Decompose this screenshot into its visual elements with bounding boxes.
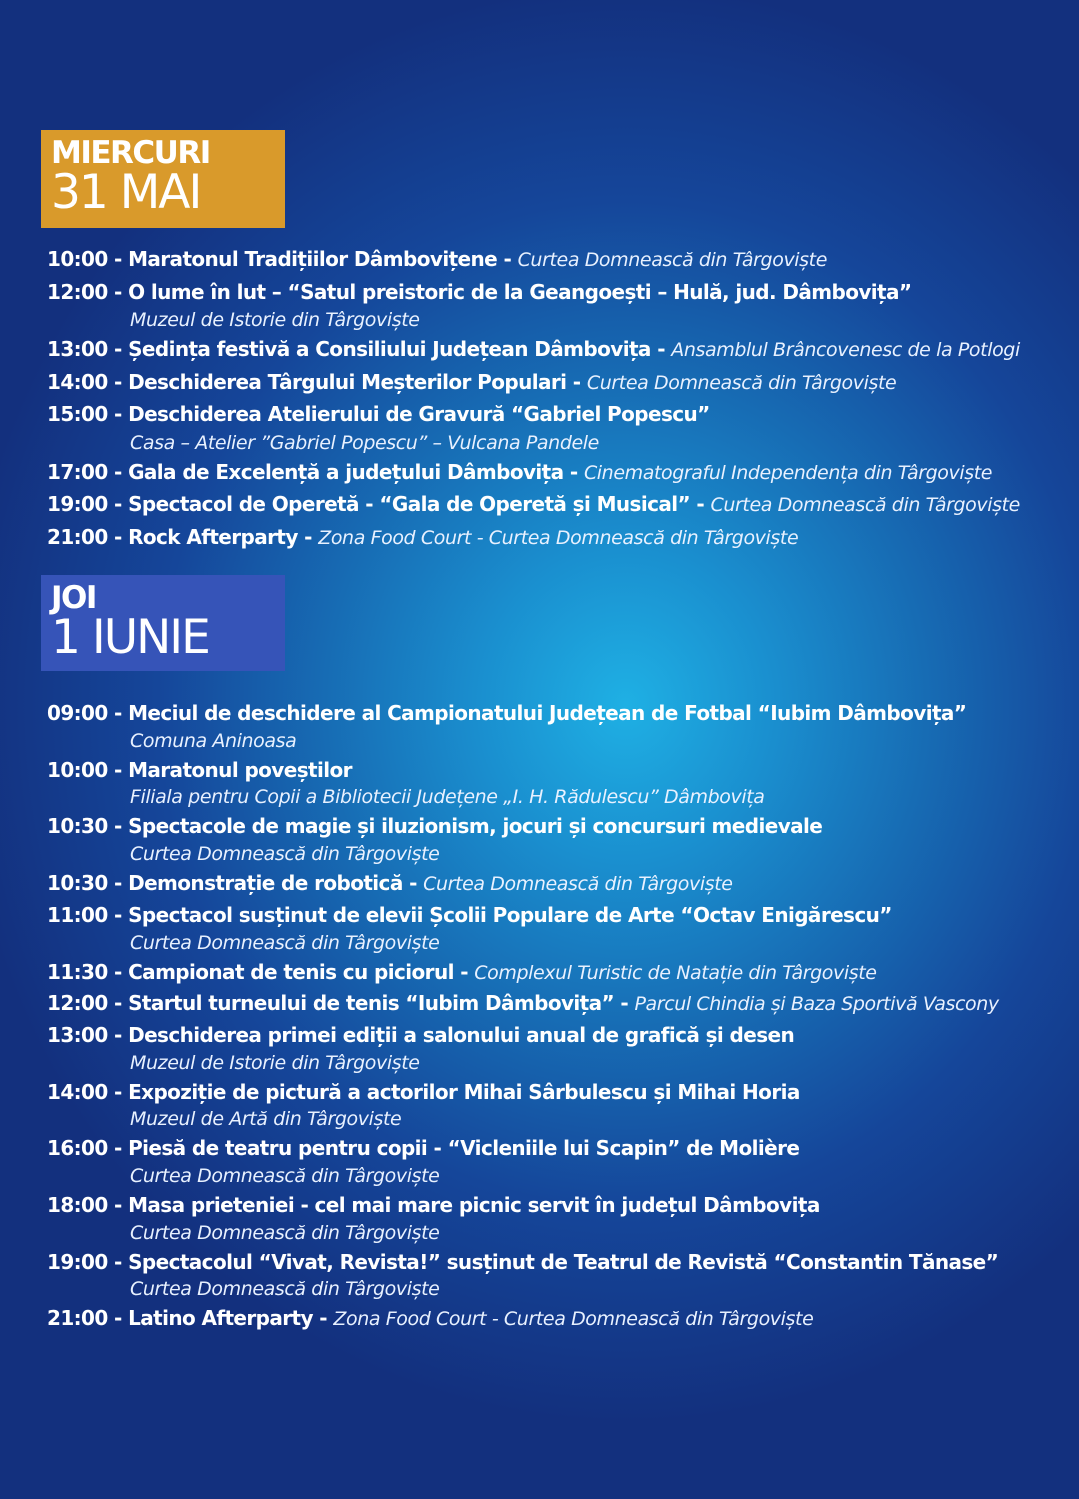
day-date: 31 MAI — [51, 165, 201, 220]
event-location: Ansamblul Brâncovenesc de la Potlogi — [671, 339, 1020, 361]
day-date: 1 IUNIE — [51, 610, 209, 665]
day-badge-joi — [41, 575, 285, 671]
event-item — [47, 457, 1069, 490]
event-item — [47, 957, 1069, 989]
event-location: Muzeul de Istorie din Târgoviște — [130, 309, 420, 331]
event-location: Complexul Turistic de Natație din Târgoviște — [474, 961, 877, 984]
event-location: Curtea Domnească din Târgoviște — [130, 931, 440, 954]
event-item — [47, 988, 1069, 1020]
day-badge-miercuri — [41, 130, 285, 228]
event-title: 10:00 - Maratonul Tradițiilor Dâmbovițene - — [47, 247, 518, 271]
event-item — [47, 399, 1069, 457]
day-name: JOI — [51, 580, 96, 616]
event-location: Filiala pentru Copii a Bibliotecii Județene „I. H. Rădulescu” Dâmbovița — [130, 786, 765, 809]
event-item — [47, 868, 1069, 900]
event-location: Muzeul de Artă din Târgoviște — [130, 1108, 402, 1131]
event-item — [47, 1190, 1069, 1247]
event-title: 16:00 - Piesă de teatru pentru copii - “Vicleniile lui Scapin” de Molière — [47, 1136, 800, 1161]
event-title: 14:00 - Deschiderea Târgului Meșterilor Populari - — [47, 369, 587, 394]
event-location: Zona Food Court - Curtea Domnească din Târgoviște — [333, 1308, 814, 1331]
schedule-day2 — [47, 698, 1069, 1335]
event-location: Curtea Domnească din Târgoviște — [130, 843, 440, 866]
event-title: 10:00 - Maratonul poveștilor — [47, 757, 352, 782]
event-title: 14:00 - Expoziție de pictură a actorilor Mihai Sârbulescu și Mihai Horia — [47, 1079, 800, 1104]
event-item — [47, 244, 1069, 277]
day-name: MIERCURI — [51, 135, 210, 171]
event-item — [47, 811, 1069, 868]
event-title: 18:00 - Masa prieteniei - cel mai mare picnic servit în județul Dâmbovița — [47, 1193, 820, 1218]
event-title: 21:00 - Rock Afterparty - — [47, 524, 319, 549]
event-location: Curtea Domnească din Târgoviște — [586, 371, 897, 394]
event-title: 15:00 - Deschiderea Atelierului de Gravură “Gabriel Popescu” — [47, 402, 710, 426]
event-title: 09:00 - Meciul de deschidere al Campionatului Județean de Fotbal “Iubim Dâmbovița” — [47, 701, 967, 725]
event-item — [47, 1133, 1069, 1190]
event-location: Parcul Chindia și Baza Sportivă Vascony — [634, 993, 999, 1016]
event-item — [47, 1247, 1069, 1304]
event-title: 11:30 - Campionat de tenis cu piciorul - — [47, 959, 475, 984]
event-title: 12:00 - Startul turneului de tenis “Iubim Dâmbovița” - — [47, 991, 635, 1016]
event-title: 17:00 - Gala de Excelență a județului Dâmbovița - — [47, 459, 584, 484]
event-item — [47, 1020, 1069, 1077]
event-location: Curtea Domnească din Târgoviște — [130, 1165, 440, 1188]
event-location: Zona Food Court - Curtea Domnească din Târgoviște — [318, 526, 799, 549]
event-location: Curtea Domnească din Târgoviște — [130, 1278, 440, 1301]
event-location: Curtea Domnească din Târgoviște — [710, 494, 1020, 516]
event-item — [47, 522, 1069, 555]
event-item — [47, 334, 1069, 367]
event-location: Casa – Atelier ”Gabriel Popescu” – Vulcana Pandele — [130, 431, 599, 454]
event-item — [47, 900, 1069, 957]
event-location: Cinematograful Independența din Târgoviște — [583, 461, 993, 484]
event-location: Curtea Domnească din Târgoviște — [423, 873, 733, 896]
event-item — [47, 755, 1069, 812]
event-title: 10:30 - Spectacole de magie și iluzionism, jocuri și concursuri medievale — [47, 814, 823, 839]
event-item — [47, 367, 1069, 400]
event-title: 10:30 - Demonstrație de robotică - — [47, 871, 424, 896]
event-item — [47, 698, 1069, 755]
event-item — [47, 1077, 1069, 1134]
event-title: 19:00 - Spectacolul “Vivat, Revista!” susținut de Teatrul de Revistă “Constantin Tănase” — [47, 1249, 999, 1274]
event-item — [47, 277, 1069, 335]
event-item — [47, 1303, 1069, 1335]
event-title: 21:00 - Latino Afterparty - — [47, 1306, 334, 1331]
event-title: 13:00 - Deschiderea primei ediții a salonului anual de grafică și desen — [47, 1022, 795, 1047]
event-location: Muzeul de Istorie din Târgoviște — [130, 1051, 420, 1074]
schedule-day1 — [47, 244, 1069, 554]
event-location: Comuna Aninoasa — [130, 729, 297, 752]
event-item — [47, 489, 1069, 522]
event-title: 12:00 - O lume în lut – “Satul preistoric de la Geangoești – Hulă, jud. Dâmbovița” — [47, 279, 912, 304]
event-title: 11:00 - Spectacol susținut de elevii Școlii Populare de Arte “Octav Enigărescu” — [47, 902, 892, 927]
event-title: 13:00 - Ședința festivă a Consiliului Județean Dâmbovița - — [47, 337, 672, 361]
event-title: 19:00 - Spectacol de Operetă - “Gala de Operetă și Musical” - — [47, 492, 711, 516]
event-location: Curtea Domnească din Târgoviște — [517, 249, 828, 271]
event-location: Curtea Domnească din Târgoviște — [130, 1221, 440, 1244]
